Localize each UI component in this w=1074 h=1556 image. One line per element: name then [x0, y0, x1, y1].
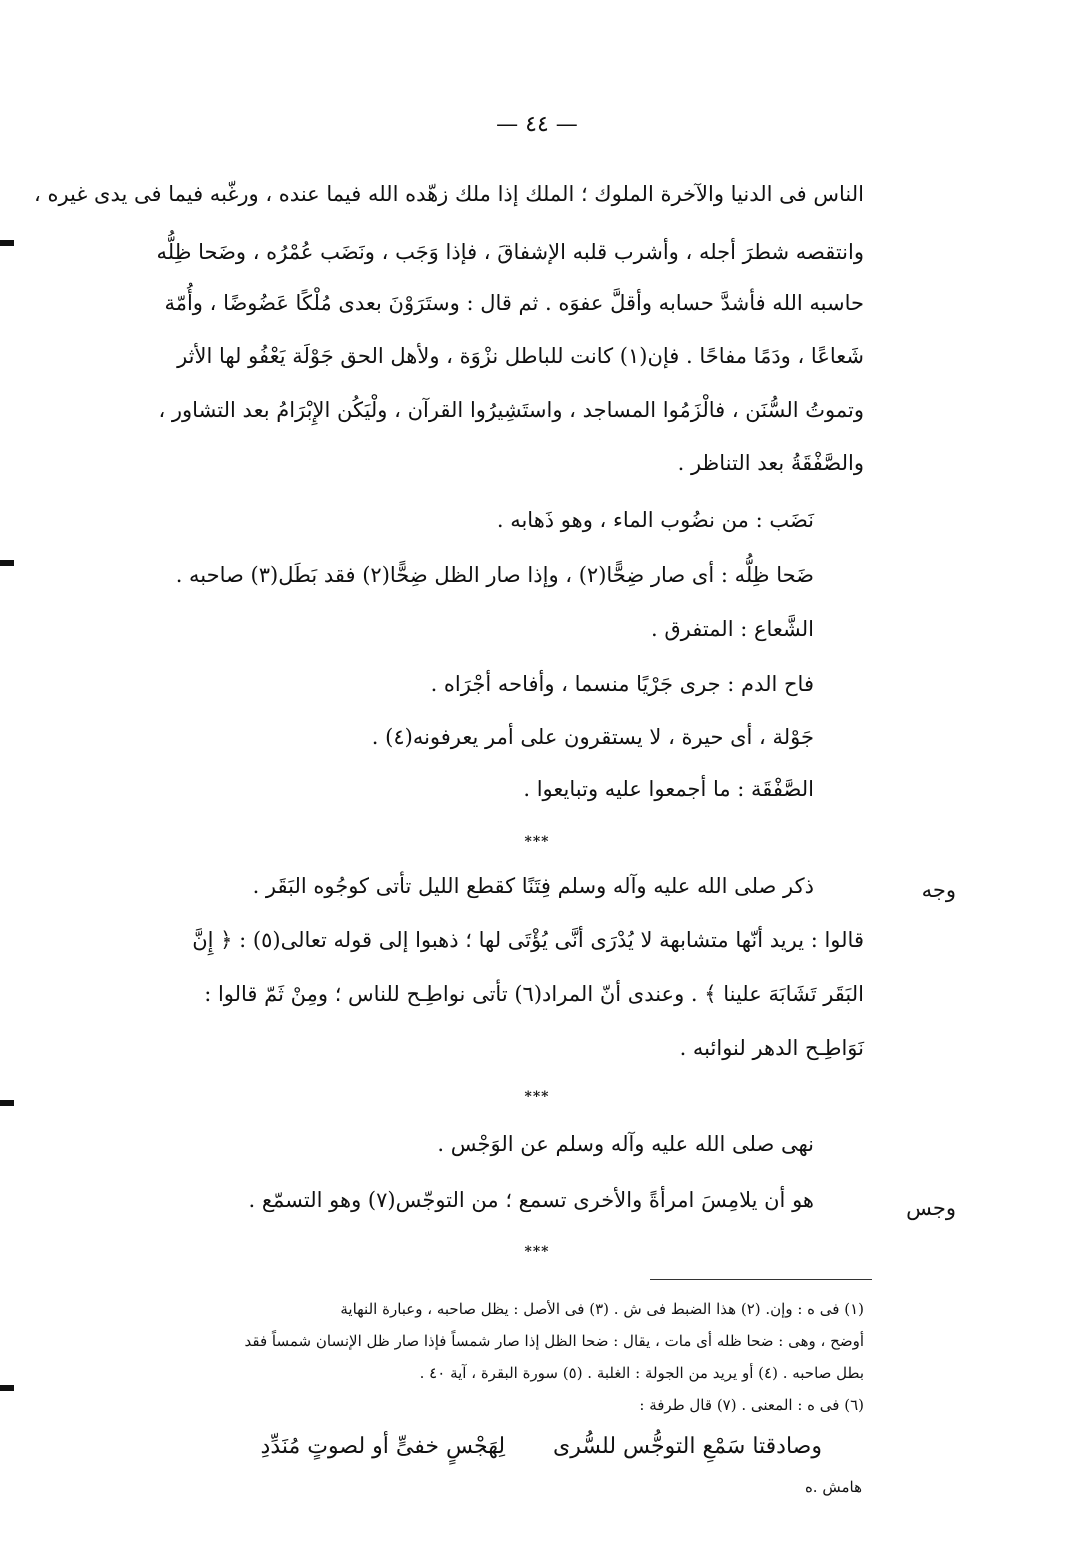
section-separator: *** — [524, 1244, 550, 1260]
footnote-line: أوضح ، وهى : ضحا ظله أى مات ، يقال : ضحا الظل إذا صار شمساً فإذا صار ظل الإنسان شمساً فقد — [244, 1332, 864, 1350]
gloss-line: ضَحا ظِلُّه : أى صار ضِحًّا(٢) ، وإذا صار الظل ضِحًّا(٢) فقد بَطَل(٣) صاحبه . — [175, 563, 814, 587]
gloss-line: نَضَب : من نضُوب الماء ، وهو ذَهابه . — [496, 508, 814, 532]
text-line: شَعاعًا ، ودَمًا مفاحًا . فإن(١) كانت للباطل نزْوَة ، ولأهل الحق جَوْلَة يَعْفُو لها الأثر — [177, 344, 864, 368]
scan-edge-mark — [0, 1385, 14, 1391]
text-line: نهى صلى الله عليه وآله وسلم عن الوَجْس . — [437, 1132, 814, 1156]
verse-hemistich-2: لِهَجْسٍ خفىٍّ أو لصوتٍ مُنَدِّدِ — [260, 1434, 506, 1459]
text-line: الناس فى الدنيا والآخرة الملوك ؛ الملك إذا ملك زهّده الله فيما عنده ، ورغّبه فيما فى يدى غيره ، — [33, 182, 864, 206]
gloss-line: فاح الدم : جرى جَرْيًا منسما ، وأفاحه أجْرَاه . — [430, 672, 814, 696]
text-line: ذكر صلى الله عليه وآله وسلم فِتَنًا كقطع الليل تأتى كوجُوه البَقَر . — [252, 874, 814, 898]
text-line: وانتقصه شطرَ أجله ، وأشرب قلبه الإشفاقَ ، فإذا وَجَب ، ونَضَب عُمْرُه ، وضَحا ظِلُّه — [156, 240, 864, 264]
scan-edge-mark — [0, 240, 14, 246]
gloss-line: الصَّفْقَة : ما أجمعوا عليه وتبايعوا . — [523, 777, 814, 801]
gloss-line: الشَّعاع : المتفرق . — [650, 617, 814, 641]
scan-edge-mark — [0, 560, 14, 566]
text-line: والصَّفْقَةُ بعد التناظر . — [677, 451, 864, 475]
footnote-rule — [650, 1279, 872, 1280]
text-line: البَقَر تَشَابَهَ علينا ﴾ . وعندى أنّ المراد(٦) تأتى نواطِـح للناس ؛ ومِنْ ثَمّ قالوا : — [204, 982, 864, 1006]
margin-note: هامش .ه — [804, 1478, 862, 1496]
margin-headword: وجه — [921, 878, 956, 902]
text-line: هو أن يلامِسَ امرأةً والأخرى تسمع ؛ من التوجّس(٧) وهو التسمّع . — [248, 1188, 814, 1212]
footnote-line: (٦) فى ه : المعنى . (٧) قال طرفة : — [639, 1396, 864, 1414]
text-line: نَوَاطِـح الدهر لنوائبه . — [679, 1036, 864, 1060]
text-line: قالوا : يريد أنّها متشابهة لا يُدْرَى أنَّى يُؤْتَى لها ؛ ذهبوا إلى قوله تعالى(٥) : ﴿ إِنَّ — [192, 928, 864, 952]
margin-headword: وجس — [906, 1196, 956, 1220]
verse-hemistich-1: وصادقتا سَمْعِ التوجُّس للسُّرى — [553, 1434, 822, 1459]
scan-edge-mark — [0, 1100, 14, 1106]
gloss-line: جَوْلة ، أى حيرة ، لا يستقرون على أمر يعرفونه(٤) . — [371, 725, 814, 749]
text-line: حاسبه الله فأشدَّ حسابه وأقلَّ عفوَه . ثم قال : وستَرَوْنَ بعدى مُلْكًا عَضُوضًا ، وأُمّة — [164, 291, 864, 315]
text-line: وتموتُ السُّنَن ، فالْزَمُوا المساجد ، واستَشِيرُوا القرآن ، ولْيَكُن الإِبْرَامُ بعد التشاور ، — [158, 398, 864, 422]
section-separator: *** — [524, 1089, 550, 1105]
footnote-line: بطل صاحبه . (٤) أو يريد من الجولة : الغلبة . (٥) سورة البقرة ، آية ٤٠ . — [419, 1364, 864, 1382]
poetry-verse — [122, 1434, 822, 1459]
page-number: — ٤٤ — — [496, 112, 578, 137]
footnote-line: (١) فى ه : وإن. (٢) هذا الضبط فى ش . (٣) فى الأصل : يظل صاحبه ، وعبارة النهاية — [340, 1300, 864, 1318]
section-separator: *** — [524, 834, 550, 850]
